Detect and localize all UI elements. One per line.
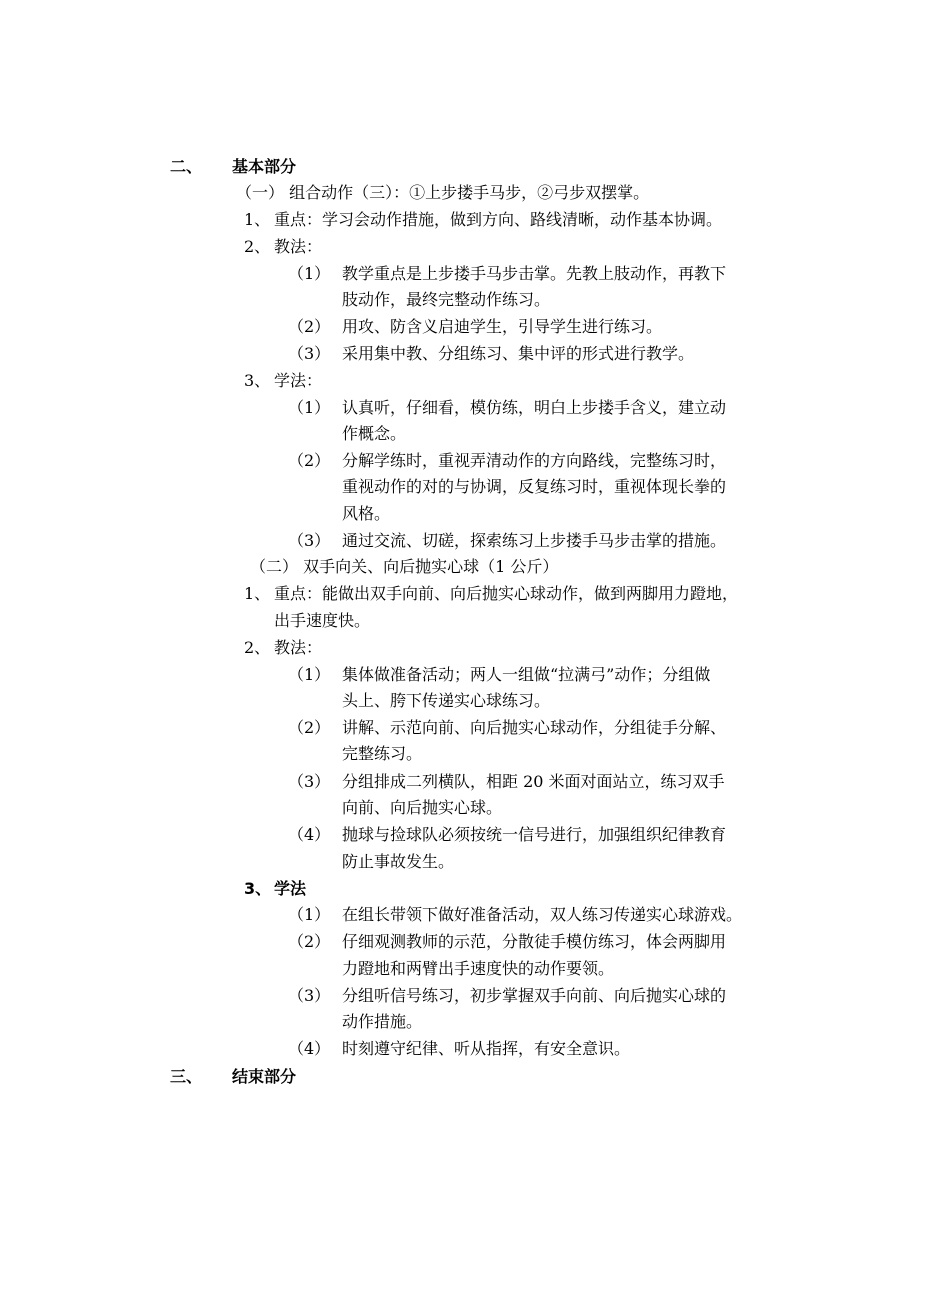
part-2-item-1-line-2: 出手速度快。 — [274, 611, 371, 630]
part-2-learn-1-number: （1） — [288, 905, 331, 924]
part-1-heading: （一） 组合动作（三）：①上步搂手马步，②弓步双摆掌。 — [236, 183, 650, 202]
part-1-learn-1-number: （1） — [288, 398, 331, 417]
part-2-learn-3-line-1: 分组听信号练习，初步掌握双手向前、向后抛实心球的 — [342, 986, 727, 1005]
part-2-item-2-text: 教法： — [274, 638, 323, 657]
part-1-item-3-text: 学法： — [274, 371, 323, 390]
part-2-heading: （二） 双手向关、向后抛实心球（1 公斤） — [250, 557, 559, 576]
part-2-teach-3-line-1: 分组排成二列横队，相距 20 米面对面站立，练习双手 — [342, 772, 725, 791]
section-2-number: 二、 — [170, 157, 203, 176]
part-2-teach-3-number: （3） — [288, 772, 331, 791]
part-2-learn-3-line-2: 动作措施。 — [342, 1012, 423, 1031]
part-2-learn-4-line-1: 时刻遵守纪律、听从指挥，有安全意识。 — [342, 1039, 631, 1058]
part-1-learn-1-line-1: 认真听，仔细看，模仿练，明白上步搂手含义，建立动 — [342, 398, 727, 417]
part-1-teach-3-line-1: 采用集中教、分组练习、集中评的形式进行教学。 — [342, 344, 695, 363]
part-1-item-1-text: 重点：学习会动作措施，做到方向、路线清晰，动作基本协调。 — [274, 210, 723, 229]
part-1-learn-2-line-2: 重视动作的对的与协调，反复练习时，重视体现长拳的 — [342, 477, 727, 496]
part-2-learn-2-number: （2） — [288, 932, 331, 951]
section-3-number: 三、 — [170, 1067, 203, 1086]
part-2-teach-2-line-1: 讲解、示范向前、向后抛实心球动作，分组徒手分解、 — [342, 718, 727, 737]
part-1-teach-1-line-2: 肢动作，最终完整动作练习。 — [342, 290, 551, 309]
section-3-title: 结束部分 — [232, 1067, 297, 1086]
section-2-title: 基本部分 — [232, 157, 297, 176]
part-2-teach-1-line-1: 集体做准备活动；两人一组做“拉满弓”动作；分组做 — [342, 665, 711, 684]
part-1-learn-2-line-1: 分解学练时，重视弄清动作的方向路线，完整练习时， — [342, 451, 727, 470]
part-2-teach-3-line-2: 向前、向后抛实心球。 — [342, 798, 503, 817]
part-1-item-3-number: 3、 — [244, 371, 271, 390]
part-2-teach-2-number: （2） — [288, 718, 331, 737]
part-1-teach-1-line-1: 教学重点是上步搂手马步击掌。先教上肢动作，再教下 — [342, 264, 727, 283]
part-1-item-1-number: 1、 — [244, 210, 271, 229]
part-2-item-2-number: 2、 — [244, 638, 271, 657]
part-1-teach-1-number: （1） — [288, 264, 331, 283]
part-1-teach-3-number: （3） — [288, 344, 331, 363]
part-1-learn-3-number: （3） — [288, 531, 331, 550]
part-1-teach-2-number: （2） — [288, 317, 331, 336]
part-2-learn-1-line-1: 在组长带领下做好准备活动，双人练习传递实心球游戏。 — [342, 905, 743, 924]
part-1-item-2-text: 教法： — [274, 237, 323, 256]
part-2-item-3-text: 学法 — [274, 879, 307, 898]
part-1-learn-2-line-3: 风格。 — [342, 504, 391, 523]
part-2-teach-4-line-2: 防止事故发生。 — [342, 852, 455, 871]
part-2-teach-1-line-2: 头上、胯下传递实心球练习。 — [342, 691, 551, 710]
part-2-item-3-number: 3、 — [244, 879, 272, 898]
part-2-learn-2-line-1: 仔细观测教师的示范，分散徒手模仿练习，体会两脚用 — [342, 932, 727, 951]
part-2-item-1-number: 1、 — [244, 584, 271, 603]
part-2-learn-3-number: （3） — [288, 986, 331, 1005]
part-2-teach-2-line-2: 完整练习。 — [342, 744, 423, 763]
part-2-teach-4-line-1: 抛球与捡球队必须按统一信号进行，加强组织纪律教育 — [342, 825, 727, 844]
part-1-learn-2-number: （2） — [288, 451, 331, 470]
part-2-learn-2-line-2: 力蹬地和两臂出手速度快的动作要领。 — [342, 959, 615, 978]
part-2-item-1-line-1: 重点：能做出双手向前、向后抛实心球动作，做到两脚用力蹬地， — [274, 584, 739, 603]
part-1-learn-3-line-1: 通过交流、切磋，探索练习上步搂手马步击掌的措施。 — [342, 531, 727, 550]
part-1-item-2-number: 2、 — [244, 237, 271, 256]
part-2-teach-1-number: （1） — [288, 665, 331, 684]
part-1-teach-2-line-1: 用攻、防含义启迪学生，引导学生进行练习。 — [342, 317, 663, 336]
part-2-learn-4-number: （4） — [288, 1039, 331, 1058]
part-2-teach-4-number: （4） — [288, 825, 331, 844]
part-1-learn-1-line-2: 作概念。 — [342, 424, 407, 443]
